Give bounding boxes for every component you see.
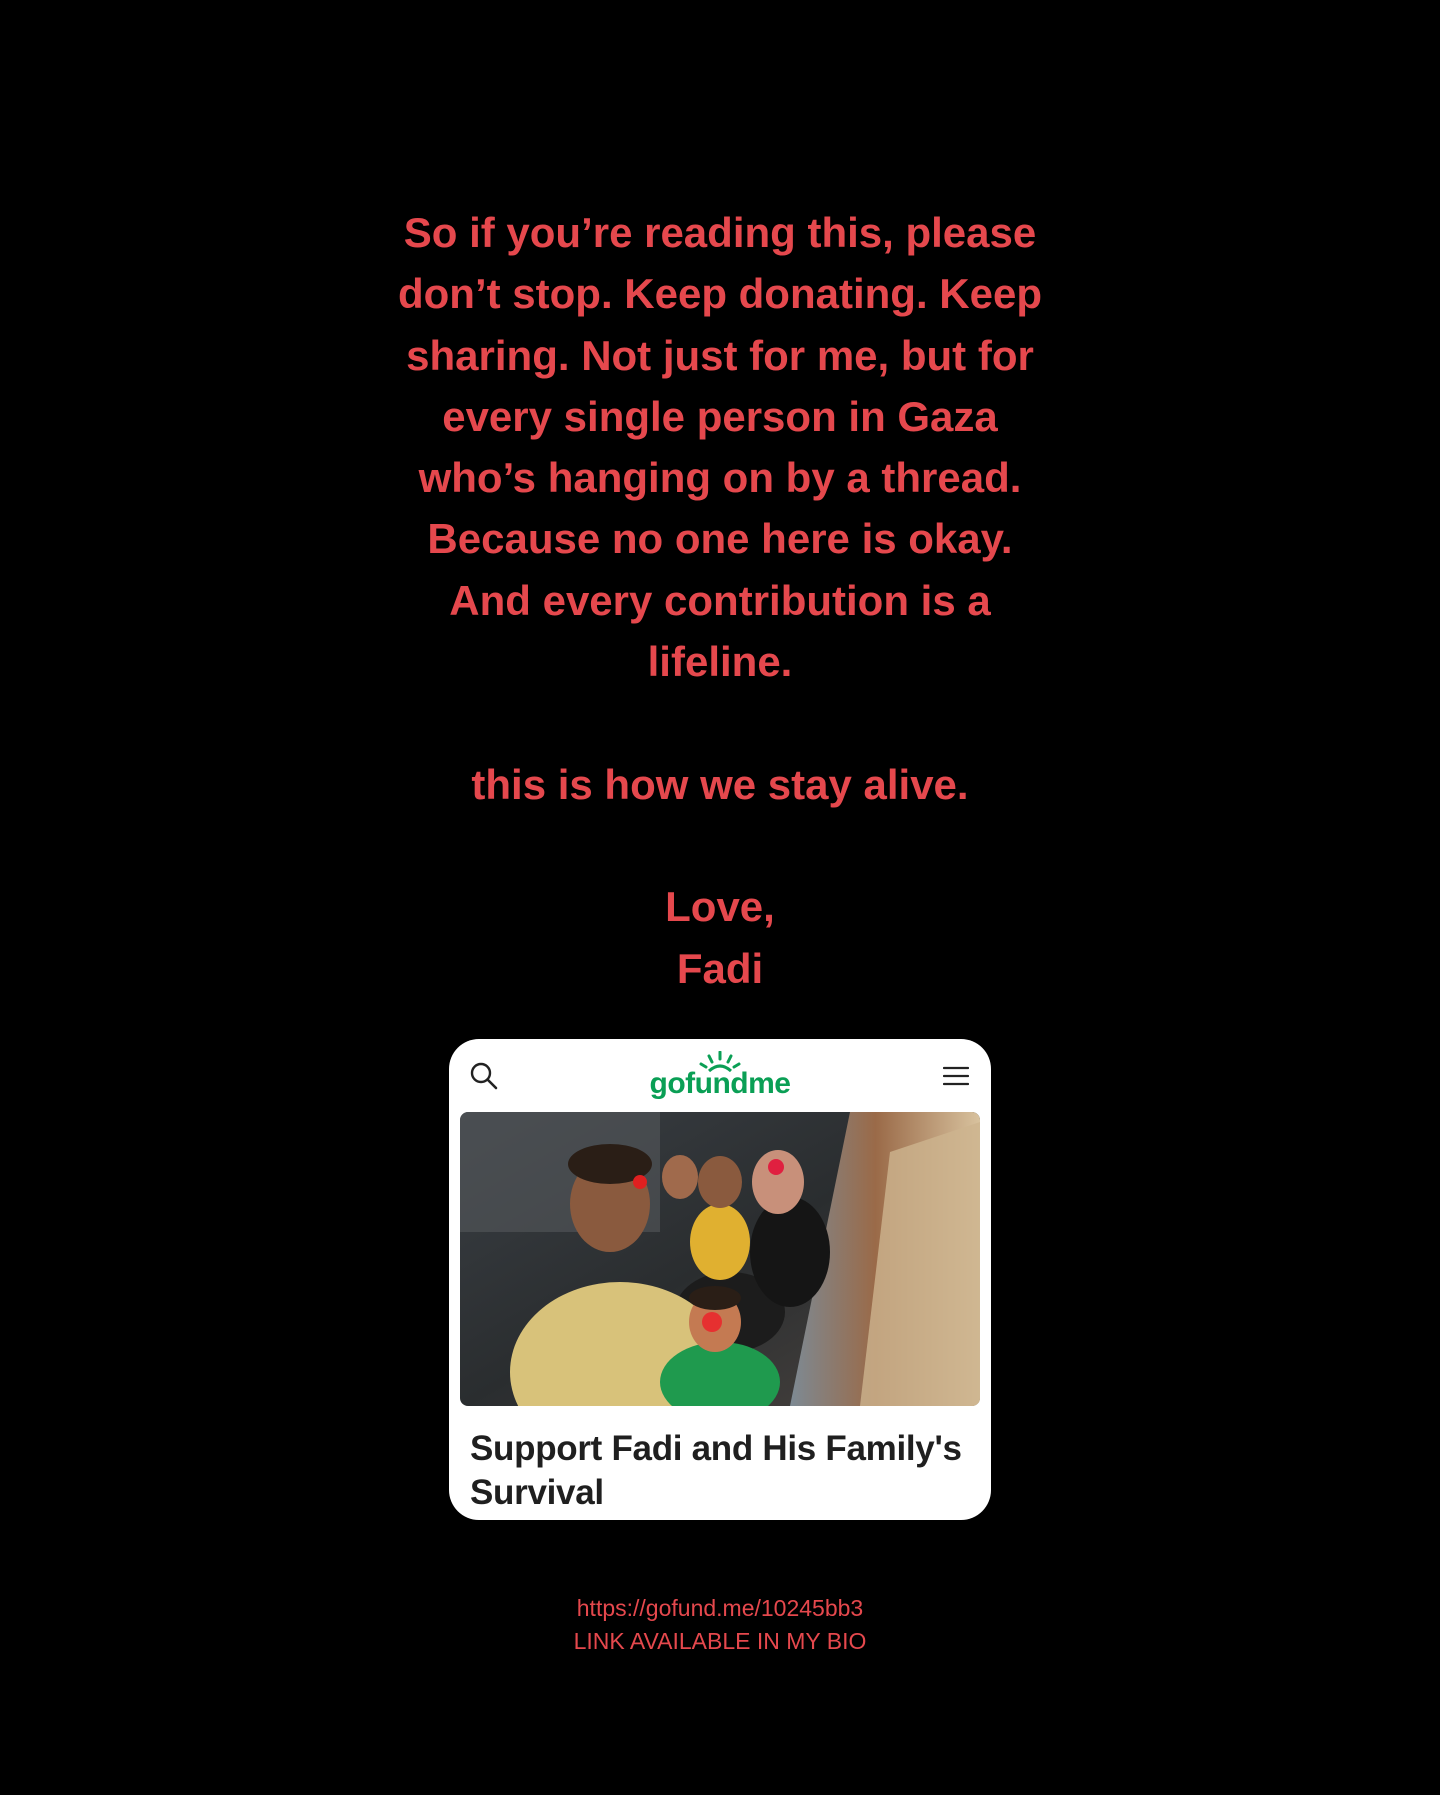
closing-line: this is how we stay alive. <box>471 760 969 808</box>
card-header <box>449 1039 991 1112</box>
message-line: sharing. Not just for me, but for <box>406 331 1034 379</box>
footer <box>360 1592 1080 1658</box>
logo-text: gofundme <box>649 1067 791 1100</box>
message-line: every single person in Gaza <box>442 392 998 440</box>
fundraiser-title[interactable]: Support Fadi and His Family's Survival <box>470 1429 962 1512</box>
bio-note: LINK AVAILABLE IN MY BIO <box>573 1628 867 1654</box>
sign-off: Love, <box>665 883 775 931</box>
search-icon[interactable] <box>469 1061 499 1091</box>
message-line: don’t stop. Keep donating. Keep <box>398 270 1042 318</box>
gofundme-logo[interactable] <box>649 1051 791 1103</box>
fundraiser-photo[interactable] <box>460 1112 980 1406</box>
message-line: who’s hanging on by a thread. <box>418 454 1022 502</box>
donation-link[interactable]: https://gofund.me/10245bb3 <box>576 1595 864 1621</box>
signature: Fadi <box>676 944 764 992</box>
message-line: lifeline. <box>647 638 793 686</box>
fundraiser-card[interactable] <box>449 1039 991 1520</box>
message-line: So if you’re reading this, please <box>403 209 1037 256</box>
menu-icon[interactable] <box>943 1066 969 1086</box>
message-line: And every contribution is a <box>449 576 991 624</box>
appeal-message <box>360 202 1080 999</box>
message-line: Because no one here is okay. <box>427 515 1013 563</box>
